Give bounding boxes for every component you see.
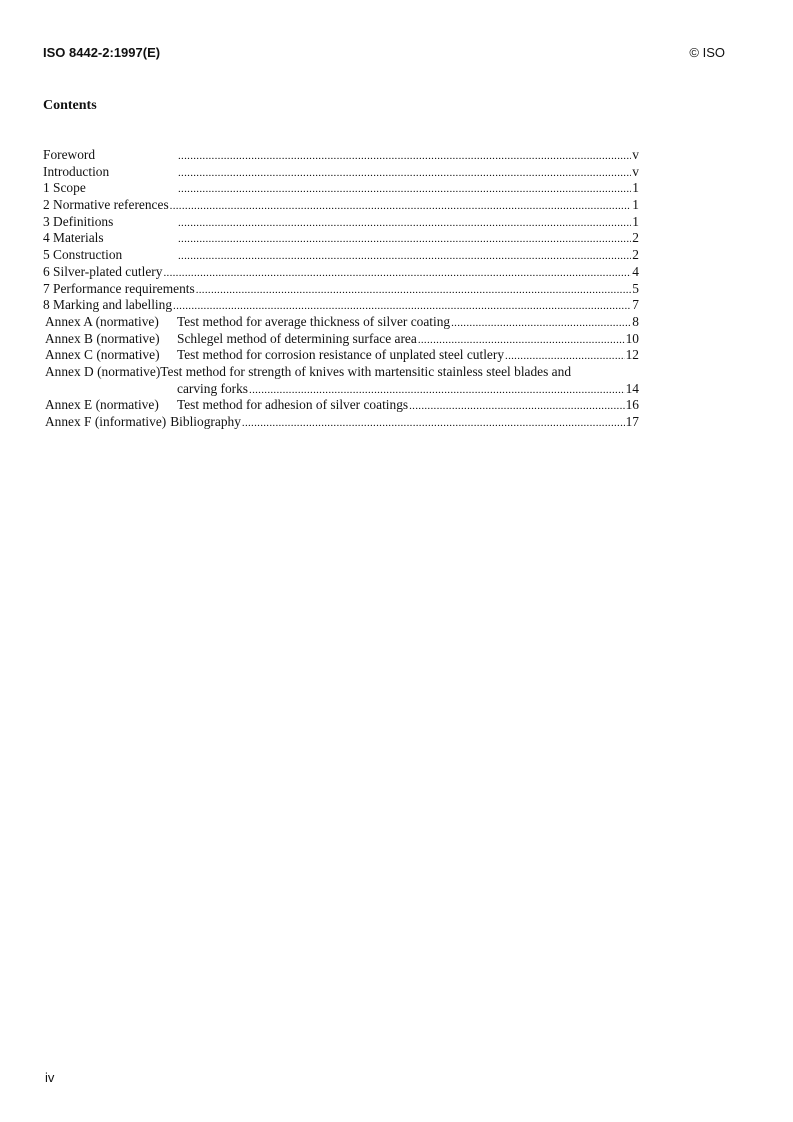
toc-item-definitions[interactable] [43, 214, 639, 231]
page-number: iv [45, 1070, 55, 1085]
toc-annex-title: Test method for corrosion resistance of unplated steel cutlery [177, 347, 505, 363]
toc-item-page: 8 [632, 313, 639, 329]
toc-annex-label: Annex B (normative) [45, 330, 160, 346]
toc-item-silver-plated-cutlery[interactable] [43, 264, 639, 281]
toc-item-annex-a[interactable] [43, 314, 639, 331]
toc-annex-title: Schlegel method of determining surface area [177, 330, 417, 346]
toc-annex-title: Test method for average thickness of silver coating [177, 313, 451, 329]
toc-item-label: 4 Materials [43, 230, 104, 246]
toc-annex-title-continued: carving forks [177, 380, 249, 396]
toc-item-annex-f[interactable] [43, 414, 639, 431]
toc-annex-label: Annex E (normative) [45, 397, 159, 413]
toc-annex-label: Annex C (normative) [45, 347, 160, 363]
toc-item-materials[interactable] [43, 230, 639, 247]
toc-item-label: 6 Silver-plated cutlery [43, 263, 163, 279]
toc-item-page: 1 [632, 180, 639, 196]
toc-item-page: 12 [625, 347, 639, 363]
toc-item-page: 2 [632, 230, 639, 246]
toc-item-annex-b[interactable] [43, 331, 639, 348]
toc-item-page: 17 [625, 414, 639, 429]
toc-leader-dots [173, 297, 631, 315]
toc-item-label: 1 Scope [43, 180, 86, 196]
toc-item-annex-c[interactable] [43, 347, 639, 364]
toc-item-page: 4 [632, 263, 639, 279]
toc-leader-dots [409, 397, 624, 415]
toc-annex-title: Bibliography [170, 414, 241, 429]
toc-item-introduction[interactable] [43, 164, 639, 181]
toc-item-performance-requirements[interactable] [43, 281, 639, 298]
toc-item-label: 2 Normative references [43, 197, 169, 213]
toc-item-page: 5 [632, 280, 639, 296]
toc-leader-dots [178, 180, 631, 198]
toc-leader-dots [178, 247, 631, 265]
toc-item-page: 2 [632, 247, 639, 263]
toc-leader-dots [178, 164, 631, 182]
toc-item-page: 16 [625, 397, 639, 413]
table-of-contents [43, 147, 639, 431]
toc-item-label: 3 Definitions [43, 213, 114, 229]
toc-leader-dots [170, 197, 632, 215]
toc-item-page: 7 [632, 297, 639, 313]
toc-leader-dots [418, 331, 625, 349]
toc-leader-dots [178, 214, 631, 232]
toc-item-annex-d-line2[interactable] [43, 381, 639, 398]
toc-item-annex-d-line1[interactable] [43, 364, 639, 381]
toc-leader-dots [178, 230, 631, 248]
toc-item-label: 8 Marking and labelling [43, 297, 173, 313]
toc-item-page: 1 [632, 213, 639, 229]
toc-annex-title: Test method for strength of knives with martensitic stainless steel blades and [160, 363, 572, 379]
toc-item-scope[interactable] [43, 180, 639, 197]
toc-annex-title: Test method for adhesion of silver coatings [177, 397, 409, 413]
page-title: Contents [43, 98, 97, 113]
toc-item-label: Foreword [43, 147, 96, 162]
toc-item-page: 10 [625, 330, 639, 346]
toc-item-page: 14 [625, 380, 639, 396]
toc-item-label: 5 Construction [43, 247, 123, 263]
toc-item-page: v [632, 163, 639, 179]
toc-annex-label: Annex D (normative) [45, 363, 161, 379]
toc-leader-dots [242, 414, 625, 432]
toc-leader-dots [505, 347, 625, 365]
toc-leader-dots [249, 381, 625, 399]
toc-item-foreword[interactable] [43, 147, 639, 164]
toc-item-construction[interactable] [43, 247, 639, 264]
toc-item-annex-e[interactable] [43, 397, 639, 414]
toc-item-normative-references[interactable] [43, 197, 639, 214]
toc-annex-label: Annex A (normative) [45, 313, 159, 329]
toc-item-label: Introduction [43, 163, 110, 179]
header-standard-number: ISO 8442-2:1997(E) [43, 45, 161, 60]
header-copyright: © ISO [689, 45, 725, 60]
toc-annex-label: Annex F (informative) [45, 414, 167, 429]
toc-leader-dots [196, 281, 632, 299]
toc-item-page: v [632, 147, 639, 162]
toc-item-label: 7 Performance requirements [43, 280, 195, 296]
toc-leader-dots [178, 147, 631, 165]
toc-leader-dots [451, 314, 631, 332]
toc-item-marking-and-labelling[interactable] [43, 297, 639, 314]
toc-leader-dots [163, 264, 631, 282]
toc-item-page: 1 [632, 197, 639, 213]
